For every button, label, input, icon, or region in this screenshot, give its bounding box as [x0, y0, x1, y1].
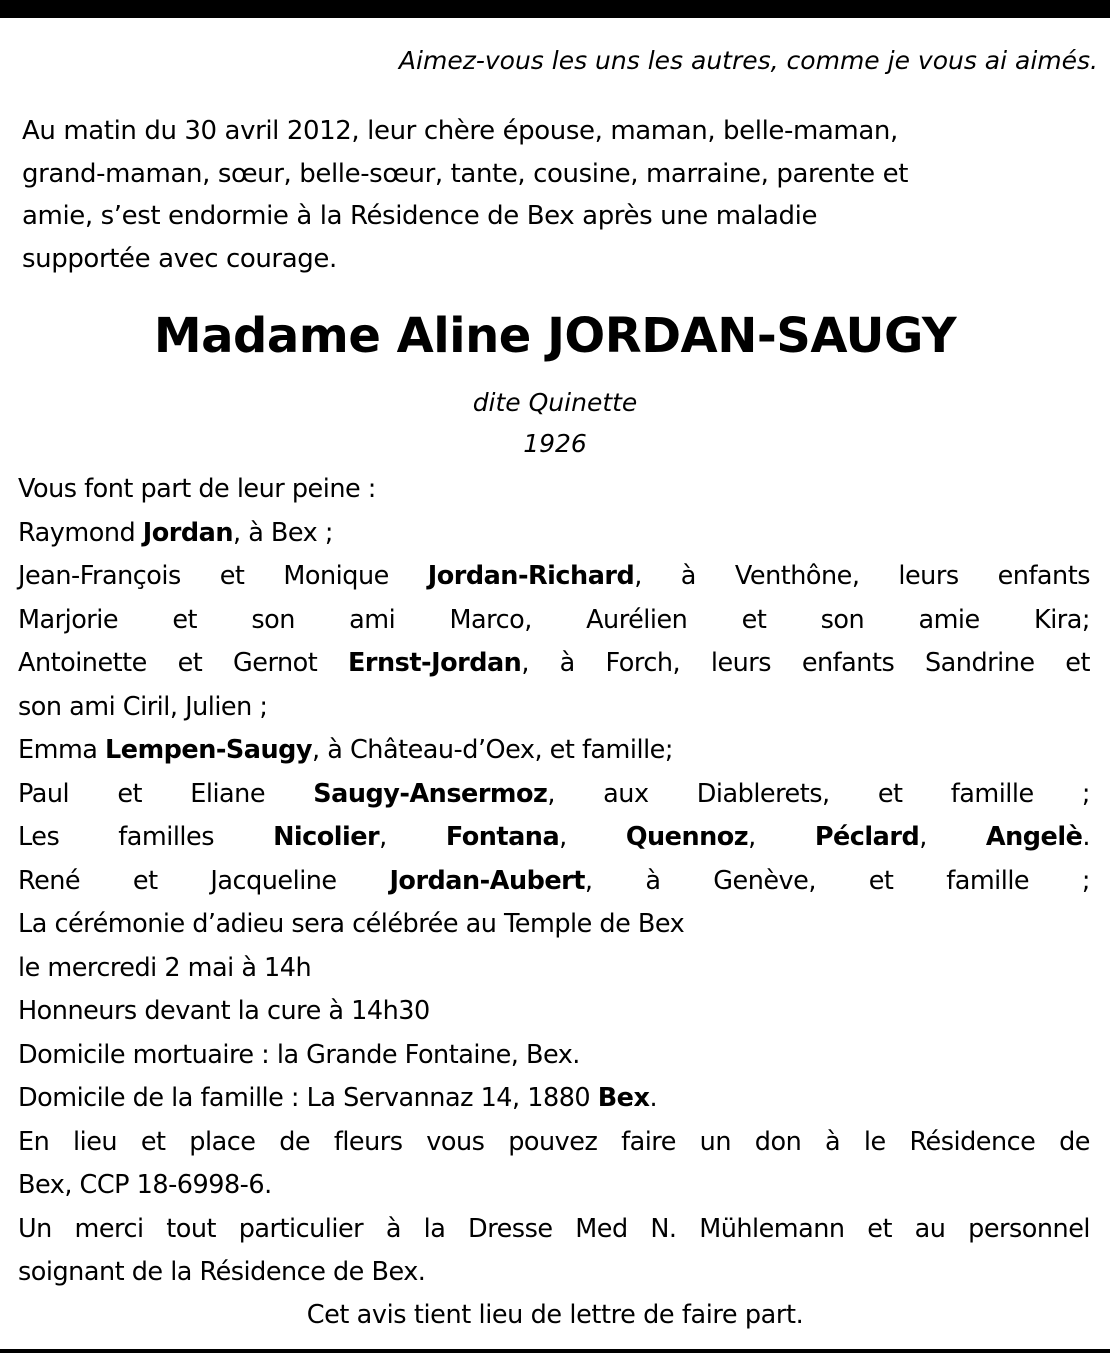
family-entry-text: , à Forch, leurs enfants Sandrine et	[521, 648, 1090, 678]
family-entry-text: , à Bex ;	[232, 517, 333, 548]
domicile-famille-town: Bex	[597, 1083, 650, 1113]
epigraph: Aimez-vous les uns les autres, comme je vous ai aimés.	[398, 46, 1098, 75]
family-name: Ernst-Jordan	[348, 648, 522, 678]
family-entry-jean-francois-children: Marjorie et son ami Marco, Aurélien et son amie Kira;	[18, 604, 1090, 635]
family-name: Angelè	[985, 822, 1083, 852]
family-entry-text: Paul et Eliane	[18, 778, 314, 809]
intro-line: amie, s’est endormie à la Résidence de Bex après une maladie	[22, 201, 818, 231]
family-entry-text: Antoinette et Gernot	[18, 648, 349, 678]
family-name: Jordan	[142, 517, 233, 548]
domicile-famille-end: .	[649, 1083, 658, 1113]
family-name: Quennoz	[625, 822, 749, 852]
separator: ,	[559, 822, 626, 852]
family-entry-text: Emma	[18, 735, 106, 765]
intro-paragraph	[22, 110, 1072, 280]
family-entry-raymond	[18, 512, 1090, 556]
separator: ,	[919, 822, 986, 852]
family-entry-text: Les familles	[18, 822, 274, 852]
family-entry-text: , à Château-d’Oex, et famille;	[312, 735, 673, 765]
thanks-line: Un merci tout particulier à la Dresse Med N. Mühlemann et au personnel	[18, 1213, 1090, 1244]
family-entry-emma	[18, 729, 1090, 773]
top-rule	[0, 0, 1110, 18]
deceased-year: 1926	[523, 429, 587, 458]
family-name: Péclard	[814, 822, 920, 852]
ceremony-date: le mercredi 2 mai à 14h	[18, 952, 312, 983]
announcement-line: Vous font part de leur peine :	[18, 474, 376, 504]
family-entry-text: René et Jacqueline	[18, 865, 390, 896]
family-name: Saugy-Ansermoz	[313, 778, 548, 809]
bottom-rule	[0, 1349, 1110, 1353]
family-entry-jean-francois	[18, 555, 1090, 599]
separator: ,	[379, 822, 446, 852]
family-name: Lempen-Saugy	[105, 735, 313, 765]
announcement-body	[18, 468, 1090, 1295]
honneurs-line: Honneurs devant la cure à 14h30	[18, 996, 430, 1026]
family-entry-antoinette-children: son ami Ciril, Julien ;	[18, 691, 268, 722]
family-entry-text: , aux Diablerets, et famille ;	[547, 778, 1090, 809]
family-entry-text: , à Venthône, leurs enfants	[634, 561, 1090, 591]
family-entry-rene	[18, 860, 1090, 904]
family-name: Nicolier	[273, 822, 380, 852]
family-entry-text: , à Genève, et famille ;	[584, 865, 1091, 896]
ceremony-line: La cérémonie d’adieu sera célébrée au Temple de Bex	[18, 909, 685, 939]
thanks-line-end: soignant de la Résidence de Bex.	[18, 1257, 426, 1287]
donation-ccp: Bex, CCP 18-6998-6.	[18, 1170, 272, 1200]
deceased-nickname: dite Quinette	[472, 388, 638, 417]
family-name: Fontana	[445, 822, 560, 852]
donation-line: En lieu et place de fleurs vous pouvez faire un don à le Résidence de	[18, 1126, 1090, 1157]
family-entry-families	[18, 816, 1090, 860]
family-entry-text: Raymond	[18, 517, 143, 548]
intro-line: supportée avec courage.	[22, 243, 337, 274]
family-entry-text: Jean-François et Monique	[18, 561, 428, 591]
separator: ,	[748, 822, 815, 852]
domicile-famille-text: Domicile de la famille : La Servannaz 14, 1880	[18, 1083, 598, 1113]
intro-line: grand-maman, sœur, belle-sœur, tante, cousine, marraine, parente et	[22, 158, 909, 189]
family-entry-text: .	[1082, 822, 1090, 852]
family-entry-paul	[18, 773, 1090, 817]
intro-line: Au matin du 30 avril 2012, leur chère épouse, maman, belle-maman,	[22, 116, 898, 146]
family-name: Jordan-Richard	[427, 561, 635, 591]
closing-line: Cet avis tient lieu de lettre de faire part.	[306, 1300, 804, 1330]
family-entry-antoinette	[18, 642, 1090, 686]
family-name: Jordan-Aubert	[389, 865, 585, 896]
domicile-famille	[18, 1077, 1090, 1121]
domicile-mortuaire: Domicile mortuaire : la Grande Fontaine, Bex.	[18, 1039, 580, 1070]
deceased-name: Madame Aline JORDAN-SAUGY	[153, 308, 957, 364]
